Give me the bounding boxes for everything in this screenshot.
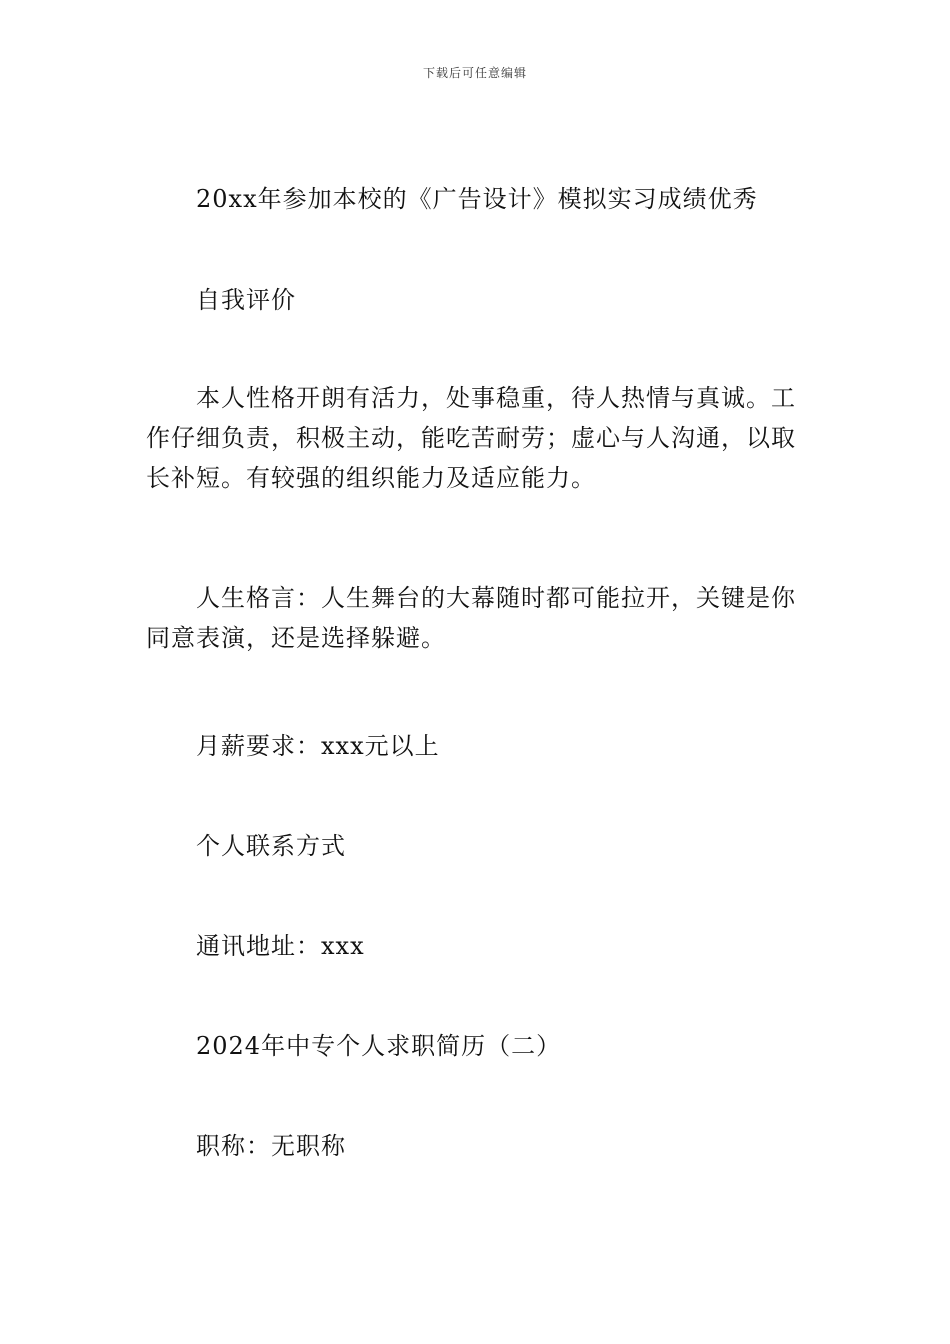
heading-self-evaluation: 自我评价: [196, 286, 296, 314]
header-note: 下载后可任意编辑: [422, 66, 527, 80]
paragraph-address: 通讯地址：xxx: [196, 932, 365, 960]
paragraph-title: 职称：无职称: [196, 1132, 346, 1160]
paragraph-internship-award: 20xx年参加本校的《广告设计》模拟实习成绩优秀: [196, 185, 758, 213]
heading-resume-two: 2024年中专个人求职简历（二）: [196, 1032, 562, 1060]
paragraph-salary-requirement: 月薪要求：xxx元以上: [196, 732, 440, 760]
paragraph-self-evaluation: 本人性格开朗有活力，处事稳重，待人热情与真诚。工作仔细负责，积极主动，能吃苦耐劳；虚心与人沟通，以取长补短。有较强的组织能力及适应能力。: [146, 384, 796, 492]
paragraph-life-motto: 人生格言：人生舞台的大幕随时都可能拉开，关键是你同意表演，还是选择躲避。: [146, 584, 796, 652]
heading-contact-info: 个人联系方式: [196, 832, 346, 860]
